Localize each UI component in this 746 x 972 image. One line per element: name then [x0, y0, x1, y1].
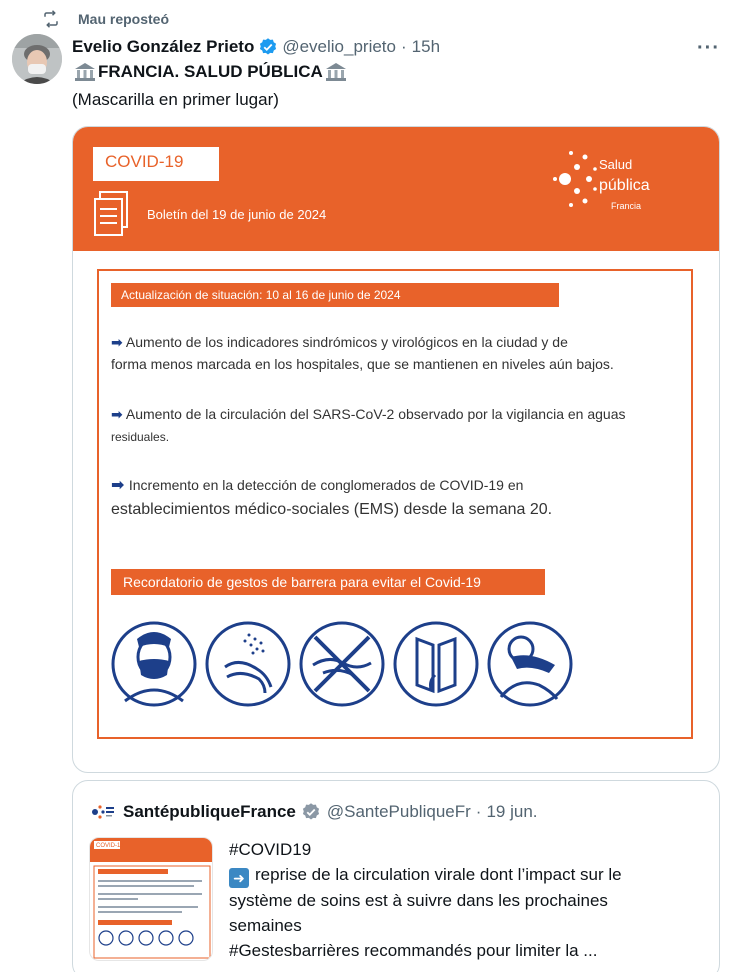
covid-label: COVID-19 — [93, 147, 219, 181]
document-icon — [93, 191, 129, 237]
bullet-2-line2: residuales. — [111, 430, 170, 444]
bank-icon — [74, 62, 96, 82]
logo-dots-icon — [551, 145, 599, 211]
separator-dot: · — [475, 802, 482, 821]
quoted-post-text — [229, 837, 689, 963]
repost-label: Mau reposteó — [78, 11, 170, 27]
arrow-right-emoji-icon: ➜ — [229, 868, 249, 888]
reminder-bar: Recordatorio de gestos de barrera para evitar el Covid-19 — [111, 569, 545, 595]
verified-badge-icon — [301, 802, 321, 822]
more-options-icon[interactable]: ··· — [697, 37, 720, 59]
post-media-image[interactable] — [72, 126, 720, 773]
quoted-text-line3: système de soins est à suivre dans les prochaines — [229, 891, 608, 910]
santepublique-logo-icon — [89, 801, 115, 823]
quoted-post-time[interactable]: 19 jun. — [486, 802, 538, 821]
quoted-text-line1: #COVID19 — [229, 840, 312, 859]
bullet-2-line1: Aumento de la circulación del SARS-CoV-2 observado por la vigilancia en aguas — [125, 406, 626, 422]
open-door-icon — [393, 621, 479, 707]
quoted-author-name[interactable]: SantépubliqueFrance — [123, 802, 296, 821]
thumbnail-covid-label: COVID-19 — [96, 843, 124, 849]
post-time[interactable]: 15h — [411, 37, 441, 56]
post-header — [72, 34, 726, 60]
avatar-image — [12, 34, 62, 84]
post-title: FRANCIA. SALUD PÚBLICA — [98, 62, 323, 81]
bullet-1-line2: forma menos marcada en los hospitales, que se mantienen en niveles aún bajos. — [111, 356, 614, 372]
salud-publica-logo — [551, 145, 671, 221]
bullet-2 — [111, 403, 681, 448]
bank-icon — [325, 62, 347, 82]
bulletin-date: Boletín del 19 de junio de 2024 — [147, 207, 327, 222]
quoted-media-thumbnail[interactable] — [89, 837, 213, 961]
no-handshake-icon — [299, 621, 385, 707]
bulletin-frame — [97, 269, 693, 739]
quoted-text-line4: semaines — [229, 916, 302, 935]
mask-icon — [111, 621, 197, 707]
avatar[interactable] — [12, 34, 62, 84]
repost-icon — [42, 10, 60, 28]
update-bar: Actualización de situación: 10 al 16 de junio de 2024 — [111, 283, 559, 307]
bullet-3-line1: Incremento en la detección de conglomerados de COVID-19 en — [128, 477, 524, 493]
verified-badge-icon — [258, 37, 278, 57]
arrow-icon: ➡ — [111, 406, 123, 422]
repost-indicator[interactable] — [42, 8, 169, 30]
author-handle[interactable]: @evelio_prieto — [282, 37, 396, 56]
bulletin-header — [73, 127, 719, 251]
quoted-text-line5: #Gestesbarrières recommandés pour limiter la ... — [229, 941, 598, 960]
quoted-text-line2-text: reprise de la circulation virale dont l’impact sur le — [255, 865, 622, 884]
logo-text-publica: pública — [599, 177, 650, 194]
quoted-post-header — [89, 801, 538, 823]
bullet-1-line1: Aumento de los indicadores sindrómicos y virológicos en la ciudad y de — [125, 334, 568, 350]
bullet-3 — [111, 473, 681, 522]
bullet-1 — [111, 331, 681, 375]
quoted-text-line2 — [229, 862, 689, 888]
logo-text-salud: Salud — [599, 157, 633, 172]
post-text-line2: (Mascarilla en primer lugar) — [72, 90, 279, 109]
bullet-3-line2: establecimientos médico-sociales (EMS) desde la semana 20. — [111, 501, 553, 518]
arrow-icon: ➡ — [111, 477, 125, 494]
arrow-icon: ➡ — [111, 334, 123, 350]
post-text-line1 — [72, 62, 349, 82]
quoted-author-handle[interactable]: @SantePubliqueFr — [326, 802, 471, 821]
barrier-gestures-icons — [111, 621, 573, 707]
quoted-post[interactable] — [72, 780, 720, 972]
separator-dot: · — [400, 37, 407, 56]
logo-text-francia: Francia — [611, 201, 642, 211]
thumbnail-image — [90, 838, 213, 961]
author-name[interactable]: Evelio González Prieto — [72, 37, 255, 56]
handwash-icon — [205, 621, 291, 707]
cough-elbow-icon — [487, 621, 573, 707]
